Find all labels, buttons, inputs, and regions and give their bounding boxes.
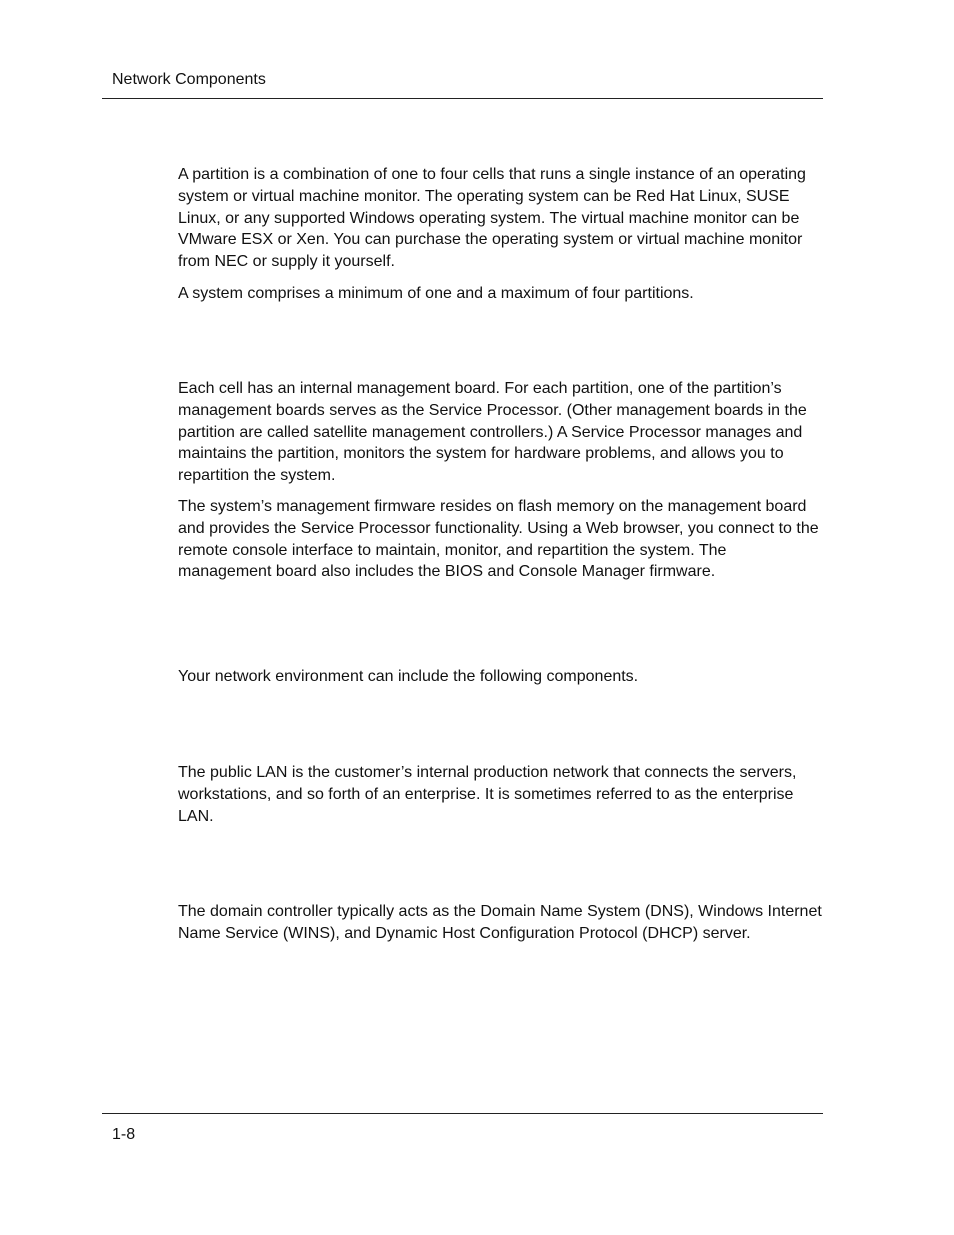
management-board-paragraph: Each cell has an internal management board. For each partition, one of the partition’s management boards serves as the Service Processor. (Other management boards in the partition are called satellite management controllers.) A Service Processor manages and maintains the partition, monitors the system for hardware problems, and allows you to repartition the system. bbox=[178, 380, 807, 485]
management-firmware-paragraph: The system’s management firmware resides on flash memory on the management board and provides the Service Processor functionality. Using a Web browser, you connect to the remote console interface to maintain, monitor, and repartition the system. The management board also includes the BIOS and Console Manager firmware. bbox=[178, 498, 819, 581]
running-header-title: Network Components bbox=[112, 71, 266, 88]
partition-count-paragraph: A system comprises a minimum of one and a maximum of four partitions. bbox=[178, 285, 694, 302]
footer-divider bbox=[102, 1113, 823, 1114]
header-divider bbox=[102, 98, 823, 99]
partition-definition-paragraph: A partition is a combination of one to four cells that runs a single instance of an operating system or virtual machine monitor. The operating system can be Red Hat Linux, SUSE Linux, or any supported Windows operating system. The virtual machine monitor can be VMware ESX or Xen. You can purchase the operating system or virtual machine monitor from NEC or supply it yourself. bbox=[178, 166, 806, 271]
page-number: 1-8 bbox=[112, 1126, 136, 1143]
public-lan-paragraph: The public LAN is the customer’s internal production network that connects the servers, workstations, and so forth of an enterprise. It is sometimes referred to as the enterprise LAN. bbox=[178, 764, 797, 825]
domain-controller-paragraph: The domain controller typically acts as the Domain Name System (DNS), Windows Internet Name Service (WINS), and Dynamic Host Configuration Protocol (DHCP) server. bbox=[178, 903, 822, 942]
network-intro-paragraph: Your network environment can include the following components. bbox=[178, 668, 639, 685]
